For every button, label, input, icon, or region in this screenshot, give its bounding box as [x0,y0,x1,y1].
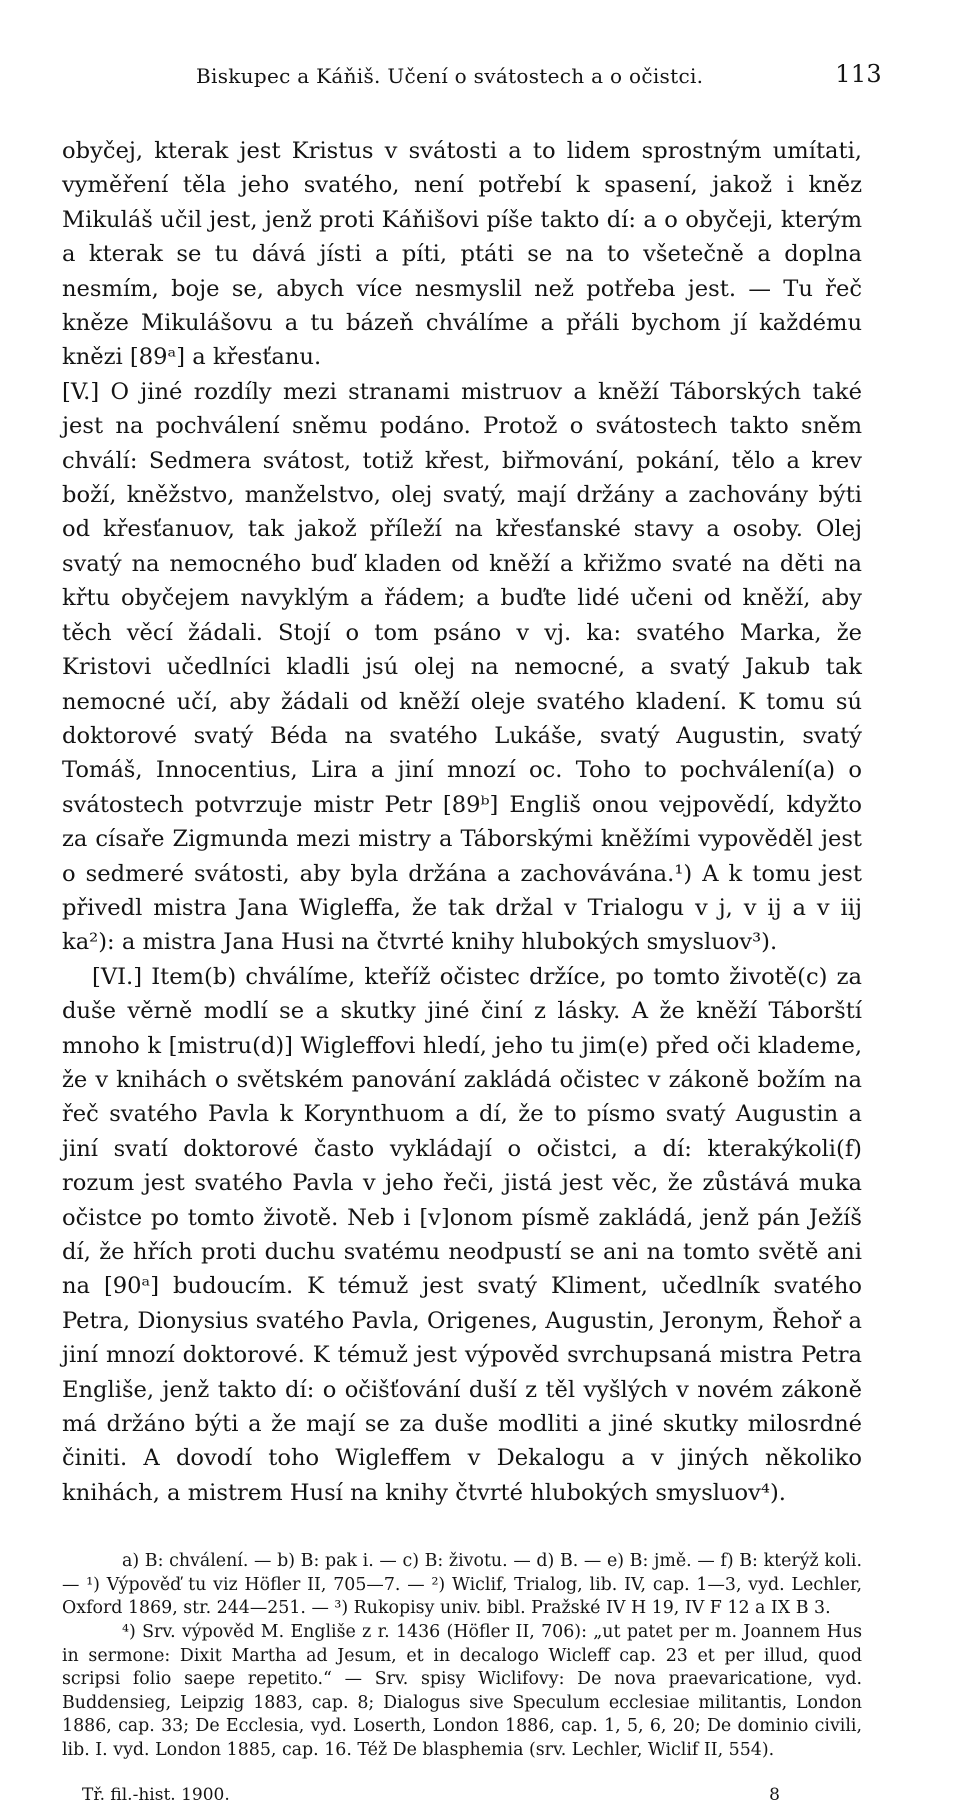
body-text [62,134,862,1510]
signature-number: 8 [769,1784,780,1805]
running-head [62,60,882,100]
paragraph-2: [V.] O jiné rozdíly mezi stranami mistruov a kněží Táborských také jest na pochválení sněmu podáno. Protož o svátostech takto sněm chválí: Sedmera svátost, totiž křest, biřmování, pokání, tělo a krev boží, kněžstvo, manželstvo, olej svatý, mají držány a zachovány býti od křesťanuov, tak jakož příleží na křesťanské stavy a osoby. Olej svatý na nemocného buď kladen od kněží a křižmo svaté na děti na křtu obyčejem navyklým a řádem; a buďte lidé učeni od kněží, aby těch věcí žádali. Stojí o tom psáno v vj. ka: svatého Marka, že Kristovi učedlníci kladli jsú olej na nemocné, a svatý Jakub tak nemocné učí, aby žádali od kněží oleje svatého kladení. K tomu sú doktorové svatý Béda na svatého Lukáše, svatý Augustin, svatý Tomáš, Innocentius, Lira a jiní mnozí oc. Toho to pochválení(a) o svátostech potvrzuje mistr Petr [89ᵇ] Engliš onou vejpovědí, kdyžto za císaře Zigmunda mezi mistry a Táborskými kněžími vypověděl jest o sedmeré svátosti, aby byla držána a zachovávána.¹) A k tomu jest přivedl mistra Jana Wigleffa, že tak držal v Trialogu v j, v ij a v iij ka²): a mistra Jana Husi na čtvrté knihy hlubokých smysluov³). [62,378,862,956]
signature-label: Tř. fil.-hist. 1900. [82,1784,230,1805]
paragraph-1: obyčej, kterak jest Kristus v svátosti a to lidem sprostným umítati, vyměření těla jeho svatého, není potřebí k spasení, jakož i kněz Mikuláš učil jest, jenž proti Káňišovi píše takto dí: a o obyčeji, kterým a kterak se tu dává jísti a píti, ptáti se na to všetečně a doplna nesmím, boje se, abych více nesmyslil než potřeba jest. — Tu řeč kněze Mikulášovu a tu bázeň chválíme a přáli bychom jí každému knězi [89ᵃ] a křesťanu. [62,138,862,371]
footnote-1: a) B: chválení. — b) B: pak i. — c) B: životu. — d) B. — e) B: jmě. — f) B: kterýž koli. — ¹) Výpověď tu viz Höfler II, 705—7. — ²) Wiclif, Trialog, lib. IV, cap. 1—3, vyd. Lechler, Oxford 1869, str. 244—251. — ³) Rukopisy univ. bibl. Pražské IV H 19, IV F 12 a IX B 3. [62,1551,862,1619]
running-title: Biskupec a Káňiš. Učení o svátostech a o očistci. [196,64,704,88]
footnotes [62,1550,862,1762]
footnote-2: ⁴) Srv. výpověd M. Engliše z r. 1436 (Höfler II, 706): „ut patet per m. Joannem Hus in sermone: Dixit Martha ad Jesum, et in decalogo Wicleff cap. 23 et per illud, quod scripsi folio saepe repetito.“ — Srv. spisy Wiclifovy: De nova praevaricatione, vyd. Buddensieg, Leipzig 1883, cap. 8; Dialogus sive Speculum ecclesiae militantis, London 1886, cap. 33; De Ecclesia, vyd. Loserth, London 1886, cap. 1, 5, 6, 20; De dominio civili, lib. I. vyd. London 1885, cap. 16. Též De blasphemia (srv. Lechler, Wiclif II, 554). [62,1622,862,1760]
signature-line [62,1785,862,1813]
paragraph-3: [VI.] Item(b) chválíme, kteříž očistec držíce, po tomto životě(c) za duše věrně modlí se a skutky jiné činí z lásky. A že kněží Táborští mnoho k [mistru(d)] Wigleffovi hledí, jeho tu jim(e) před oči klademe, že v knihách o světském panování zakládá očistec v zákoně božím na řeč svatého Pavla k Korynthuom a dí, že to písmo svatý Augustin a jiní svatí doktorové často vykládají o očistci, a dí: kterakýkoli(f) rozum jest svatého Pavla v jeho řeči, jistá jest věc, že zůstává muka očistce po tomto životě. Neb i [v]onom písmě zakládá, jenž pán Ježíš dí, že hřích proti duchu svatému neodpustí se ani na tomto světě ani na [90ᵃ] budoucím. K témuž jest svatý Kliment, učedlník svatého Petra, Dionysius svatého Pavla, Origenes, Augustin, Jeronym, Řehoř a jiní mnozí doktorové. K témuž jest výpověd svrchupsaná mistra Petra Engliše, jenž takto dí: o očišťování duší z těl vyšlých v novém zákoně má držáno býti a že mají se za duše modliti a jiné skutky milosrdné činiti. A dovodí toho Wigleffem v Dekalogu a v jiných několiko knihách, a mistrem Husí na knihy čtvrté hlubokých smysluov⁴). [62,963,862,1506]
page-number: 113 [835,60,882,88]
